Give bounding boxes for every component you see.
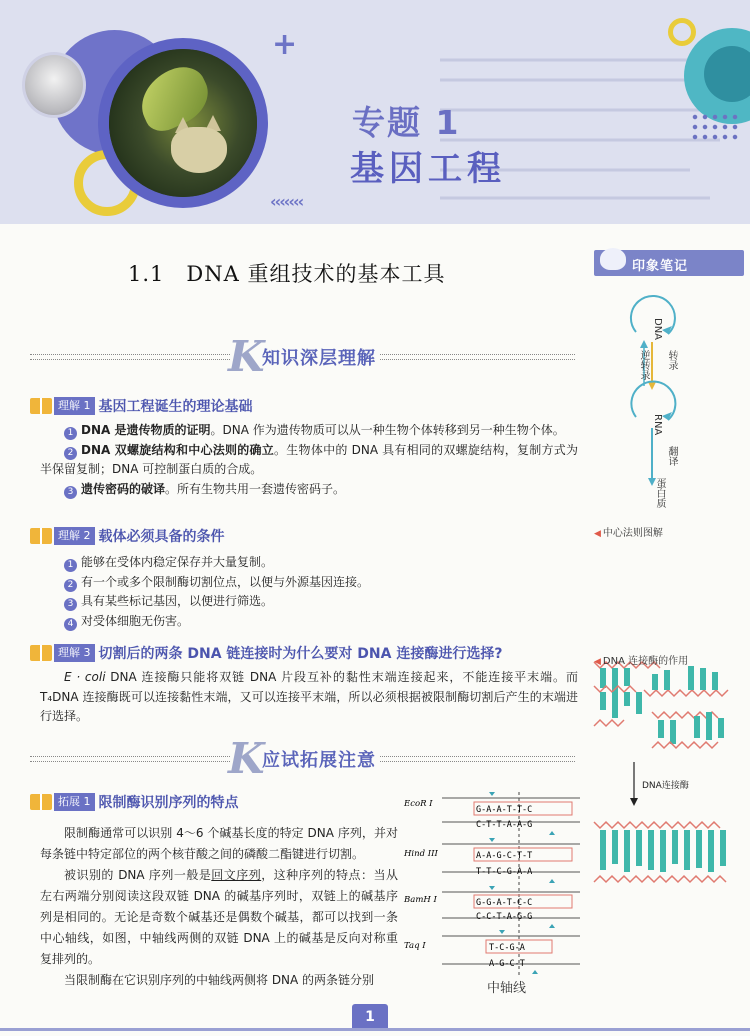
number-badge: 3 — [64, 486, 77, 499]
sidebar-protein: 蛋白质 — [654, 478, 665, 508]
top-strand: G-G-A-T-C-C — [476, 898, 533, 908]
chevrons-icon: ‹‹‹‹‹‹‹ — [270, 192, 303, 211]
cut-arrow-icon — [489, 838, 495, 842]
banner-knowledge-text: 知识深层理解 — [262, 348, 376, 369]
enzyme-row-ecori — [403, 792, 580, 835]
ligase-label: DNA连接酶 — [642, 781, 689, 791]
tag-label: 理解 1 — [54, 397, 95, 415]
cut-arrow-icon — [549, 831, 555, 835]
enzyme-name: Hind III — [404, 849, 438, 859]
sidebar-dna: DNA — [652, 318, 663, 341]
top-strand: A-A-G-C-T-T — [476, 851, 533, 861]
sidebar-rna: RNA — [652, 414, 663, 436]
number-badge: 2 — [64, 447, 77, 460]
section-title-text: DNA 重组技术的基本工具 — [186, 262, 446, 286]
subhead-understanding-1 — [30, 396, 253, 416]
enzyme-row-taqi — [404, 930, 580, 974]
number-badge: 4 — [64, 618, 77, 631]
enzyme-name: EcoR I — [404, 799, 433, 809]
list-item: 2 DNA 双螺旋结构和中心法则的确立。生物体中的 DNA 具有相同的双螺旋结构，复制方式为半保留复制；DNA 可控制蛋白质的合成。 — [40, 442, 578, 477]
understanding-1-body — [40, 421, 578, 499]
cut-arrow-icon — [549, 879, 555, 883]
list-item: 1 能够在受体内稳定保存并大量复制。 — [40, 553, 578, 573]
decor-ring-small — [668, 18, 696, 46]
number-badge: 1 — [64, 427, 77, 440]
top-strand: G-A-A-T-T-C — [476, 805, 533, 815]
k-logo-icon: K — [228, 734, 265, 783]
footer-rule — [0, 1028, 750, 1031]
subhead-title: 切割后的两条 DNA 链连接时为什么要对 DNA 连接酶进行选择? — [98, 646, 503, 662]
enzyme-name: BamH I — [404, 895, 437, 905]
book-icon — [30, 645, 52, 661]
plus-icon: + — [272, 27, 298, 62]
subhead-understanding-3 — [30, 643, 502, 663]
bottom-strand: A-G-C-T — [489, 959, 525, 969]
sidebar-translation: 翻译 — [666, 446, 677, 466]
triangle-icon: ◀ — [594, 657, 601, 667]
ligase-diagram — [592, 672, 742, 902]
understanding-2-body — [40, 553, 578, 631]
subhead-title: 基因工程诞生的理论基础 — [98, 399, 253, 415]
species-italic: E · coli — [64, 670, 106, 684]
enzyme-row-bamhi — [403, 886, 580, 928]
ligase-caption: ◀ DNA 连接酶的作用 — [594, 656, 689, 667]
number-badge: 2 — [64, 579, 77, 592]
book-icon — [30, 398, 52, 414]
banner-exam — [30, 734, 575, 783]
topic-title: 基因工程 — [350, 149, 506, 189]
k-logo-icon: K — [228, 332, 265, 381]
tag-label: 理解 2 — [54, 527, 95, 545]
extension-1-p3: 当限制酶在它识别序列的中轴线两侧将 DNA 的两条链分别 — [64, 973, 375, 987]
cat-shape — [171, 127, 227, 173]
sidebar-transcription: 转录 — [666, 350, 677, 370]
arrow-down-icon — [630, 798, 638, 806]
cut-arrow-icon — [489, 886, 495, 890]
bottom-strand: C-T-T-A-A-G — [476, 820, 533, 830]
section-title — [128, 258, 445, 288]
book-icon — [30, 794, 52, 810]
cat-fish-photo — [98, 38, 268, 208]
section-number: 1.1 — [128, 262, 165, 286]
list-item: 3 具有某些标记基因，以便进行筛选。 — [40, 592, 578, 612]
cut-arrow-icon — [499, 930, 505, 934]
understanding-3-body: E · coli DNA 连接酶只能将双链 DNA 片段互补的黏性末端连接起来，不能连接平末端。而 T₄DNA 连接酶既可以连接黏性末端，又可以连接平末端，所以必须根据被限制酶切割后产生的末端进行选择。 — [40, 670, 578, 724]
banner-exam-text: 应试拓展注意 — [262, 750, 376, 771]
enzyme-row-hindiii — [403, 838, 580, 883]
enzyme-name: Taq I — [404, 941, 426, 951]
palindrome-term: 回文序列 — [211, 868, 262, 882]
sidebar-reverse-transcription: 逆转录 — [638, 350, 649, 380]
list-item: 3 遗传密码的破译。所有生物共用一套遗传密码子。 — [40, 480, 578, 500]
chapter-header — [0, 0, 750, 224]
decor-dots — [690, 112, 742, 142]
book-icon — [30, 528, 52, 544]
subhead-understanding-2 — [30, 526, 225, 546]
list-item: 2 有一个或多个限制酶切割位点，以便与外源基因连接。 — [40, 573, 578, 593]
extension-1-p1: 限制酶通常可以识别 4～6 个碱基长度的特定 DNA 序列，并对每条链中特定部位的两个核苷酸之间的磷酸二酯键进行切割。 — [40, 826, 398, 861]
subhead-title: 限制酶识别序列的特点 — [98, 795, 239, 811]
lab-robot-photo — [22, 52, 86, 118]
central-dogma-caption: ◀ 中心法则图解 — [594, 528, 663, 539]
central-axis-label: 中轴线 — [487, 981, 527, 996]
bottom-strand: C-C-T-A-G-G — [476, 912, 533, 922]
number-badge: 1 — [64, 559, 77, 572]
cut-arrow-icon — [549, 924, 555, 928]
triangle-icon: ◀ — [594, 529, 601, 539]
arrow-down-icon — [648, 382, 656, 390]
bottom-strand: T-T-C-G-A-A — [476, 867, 533, 877]
ligase-fragments-top — [594, 686, 724, 748]
tag-label: 理解 3 — [54, 644, 95, 662]
list-item: 1 DNA 是遗传物质的证明。DNA 作为遗传物质可以从一种生物个体转移到另一种生物个体。 — [40, 421, 578, 441]
tag-label: 拓展 1 — [54, 793, 95, 811]
banner-knowledge — [30, 332, 575, 381]
cut-arrow-icon — [489, 792, 495, 796]
restriction-site-diagram — [402, 792, 582, 977]
topic-number: 专题 1 — [352, 103, 461, 142]
subhead-title: 载体必须具备的条件 — [98, 529, 225, 545]
subhead-extension-1 — [30, 792, 239, 812]
arrow-up-icon — [640, 340, 648, 348]
extension-1-p2: 被识别的 DNA 序列一般是回文序列，这种序列的特点：当从左右两端分别阅读这段双链 DNA 的碱基序列时，双链上的碱基序列是相同的。无论是奇数个碱基还是偶数个碱基，都可以找到一条中心轴线，如图，中轴线两侧的双链 DNA 上的碱基是反向对称重复排列的。 — [40, 868, 398, 966]
top-strand: T-C-G-A — [489, 943, 525, 953]
number-badge: 3 — [64, 598, 77, 611]
cut-arrow-icon — [532, 970, 538, 974]
sidebar-title: 印象笔记 — [632, 259, 689, 274]
list-item: 4 对受体细胞无伤害。 — [40, 612, 578, 632]
ligase-joined-strands — [594, 822, 726, 882]
page-number: 1 — [352, 1004, 388, 1030]
elephant-icon — [600, 248, 626, 270]
